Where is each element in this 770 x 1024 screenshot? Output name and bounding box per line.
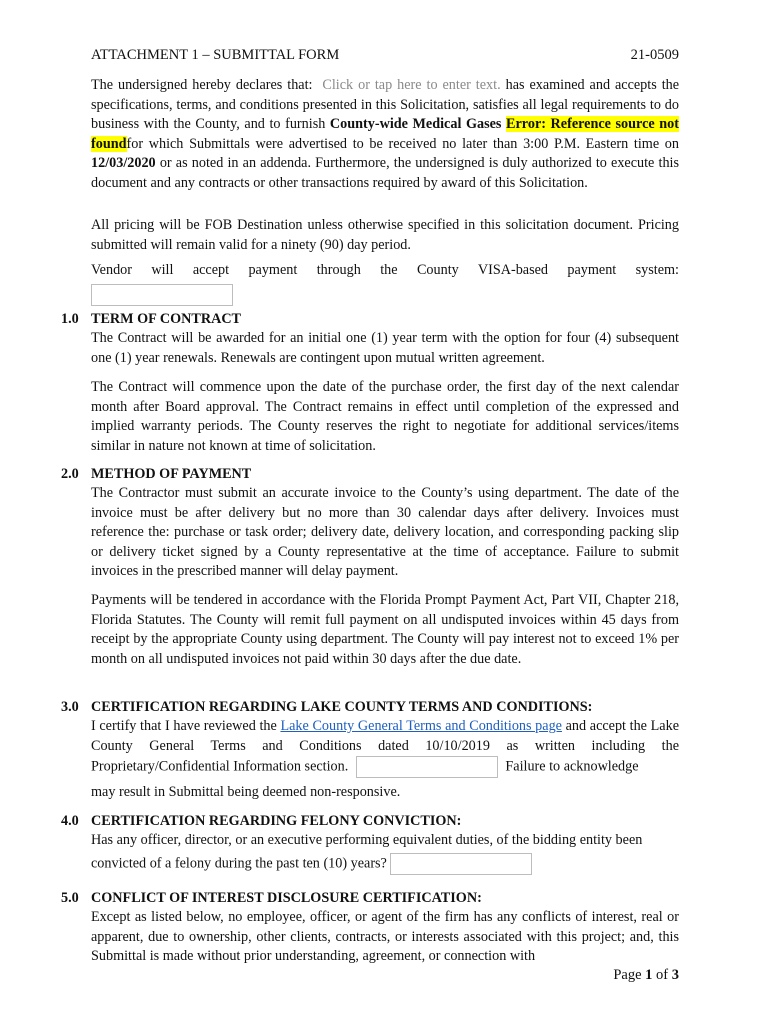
document-page: ATTACHMENT 1 – SUBMITTAL FORM 21-0509 The undersigned hereby declares that: Click or tap here to enter text. has examined and accepts the specifications, terms, and conditions presented in this Solicitation, satisfies all legal requirements to do business with the County, and to furnish County-wide Medical Gases Error: Reference source not foundfor which Submittals were advertised to be received no later than 3:00 P.M. Eastern time on 12/03/2020 or as noted in an addenda. Furthermore, the undersigned is duly authorized to execute this document and any contracts or other transactions required by award of this Solicitation. All pricing will be FOB Destination unless otherwise specified in this solicitation document. Pricing submitted will remain valid for a ninety (90) day period. Vendor will accept payment through the County VISA-based payment system: 1.0 TERM OF CONTRACT The Contract will be awarded for an initial one (1) year term with the option for four (4) subsequent one (1) year renewals. Renewals are contingent upon mutual written agreement. The Contract will commence upon the date of the purchase order, the first day of the next calendar month after Board approval. The Contract remains in effect until completion of the expressed and implied warranty periods. The County reserves the right to negotiate for additional services/items similar in nature not known at time of solicitation. 2.0 METHOD OF PAYMENT The Contractor must submit an accurate invoice to the County’s using department. The date of the invoice must be after delivery but no more than 30 calendar days after delivery. Invoices must reference the: purchase or task order; delivery date, delivery location, and corresponding packing slip or delivery ticket signed by a County representative at the time of acceptance. Failure to submit invoices in the prescribed manner will delay payment. Payments will be tendered in accordance with the Florida Prompt Payment Act, Part VII, Chapter 218, Florida Statutes. The County will remit full payment on all undisputed invoices within 45 days from receipt by the appropriate County using department. The County will pay interest not to exceed 1% per month on all undisputed invoices not paid within 30 days after the due date. 3.0 CERTIFICATION REGARDING LAKE COUNTY TERMS AND CONDITIONS: I certify that I have reviewed the Lake County General Terms and Conditions page and accept the Lake County General Terms and Conditions dated 10/10/2019 as written including the Proprietary/Confidential Information section. Failure to acknowledge may result in Submittal being deemed non-responsive. 4.0 CERTIFICATION REGARDING FELONY CONVICTION: Has any officer, director, or an executive performing equivalent duties, of the bidding entity been convicted of a felony during the past ten (10) years? 5.0 CONFLICT OF INTEREST DISCLOSURE CERTIFICATION: Except as listed below, no employee, officer, or agent of the firm has any conflicts of interest, real or apparent, due to ownership, other clients, contracts, or interests associated with this project; and, this Submittal is made without prior understanding, agreement, or connection with Page 1 of 3 [0, 0, 770, 1024]
due-date: 12/03/2020 [91, 155, 156, 171]
section-number: 3.0 [61, 699, 79, 715]
visa-acceptance-field[interactable] [91, 284, 233, 306]
section-number: 2.0 [61, 466, 79, 482]
visa-paragraph: Vendor will accept payment through the County VISA-based payment system: [91, 261, 679, 306]
commodity-name: County-wide Medical Gases [329, 116, 502, 132]
section-number: 5.0 [61, 890, 79, 906]
pricing-paragraph: All pricing will be FOB Destination unless otherwise specified in this solicitation document. Pricing submitted will remain valid for a ninety (90) day period. [91, 217, 679, 253]
vendor-name-input[interactable]: Click or tap here to enter text. [322, 77, 501, 93]
section-title: METHOD OF PAYMENT [91, 466, 252, 482]
section-number: 4.0 [61, 813, 79, 829]
section-title: CERTIFICATION REGARDING FELONY CONVICTION: [91, 813, 462, 829]
section-title: CONFLICT OF INTEREST DISCLOSURE CERTIFICATION: [91, 890, 482, 906]
page-footer: Page 1 of 3 [613, 967, 679, 983]
intro-paragraph: The undersigned hereby declares that: Click or tap here to enter text. has examined and accepts the specifications, terms, and conditions presented in this Solicitation, satisfies all legal requirements to do business with the County, and to furnish County-wide Medical Gases Error: Reference source not foundfor which Submittals were advertised to be received no later than 3:00 P.M. Eastern time on 12/03/2020 or as noted in an addenda. Furthermore, the undersigned is duly authorized to execute this document and any contracts or other transactions required by award of this Solicitation. [91, 77, 680, 191]
page-header [91, 46, 679, 66]
page-total: 3 [671, 967, 679, 983]
solicitation-number: 21-0509 [630, 47, 679, 63]
form-title: ATTACHMENT 1 – SUBMITTAL FORM [91, 47, 340, 63]
reference-error: Error: Reference source not found [91, 116, 679, 152]
section-title: CERTIFICATION REGARDING LAKE COUNTY TERMS AND CONDITIONS: [91, 699, 593, 715]
section-title: TERM OF CONTRACT [91, 311, 242, 327]
felony-answer-field[interactable] [390, 853, 532, 875]
page-number: 1 [645, 967, 653, 983]
terms-conditions-link[interactable]: Lake County General Terms and Conditions page [280, 718, 562, 734]
section-number: 1.0 [61, 311, 79, 327]
terms-acknowledgement-field[interactable] [356, 756, 498, 778]
